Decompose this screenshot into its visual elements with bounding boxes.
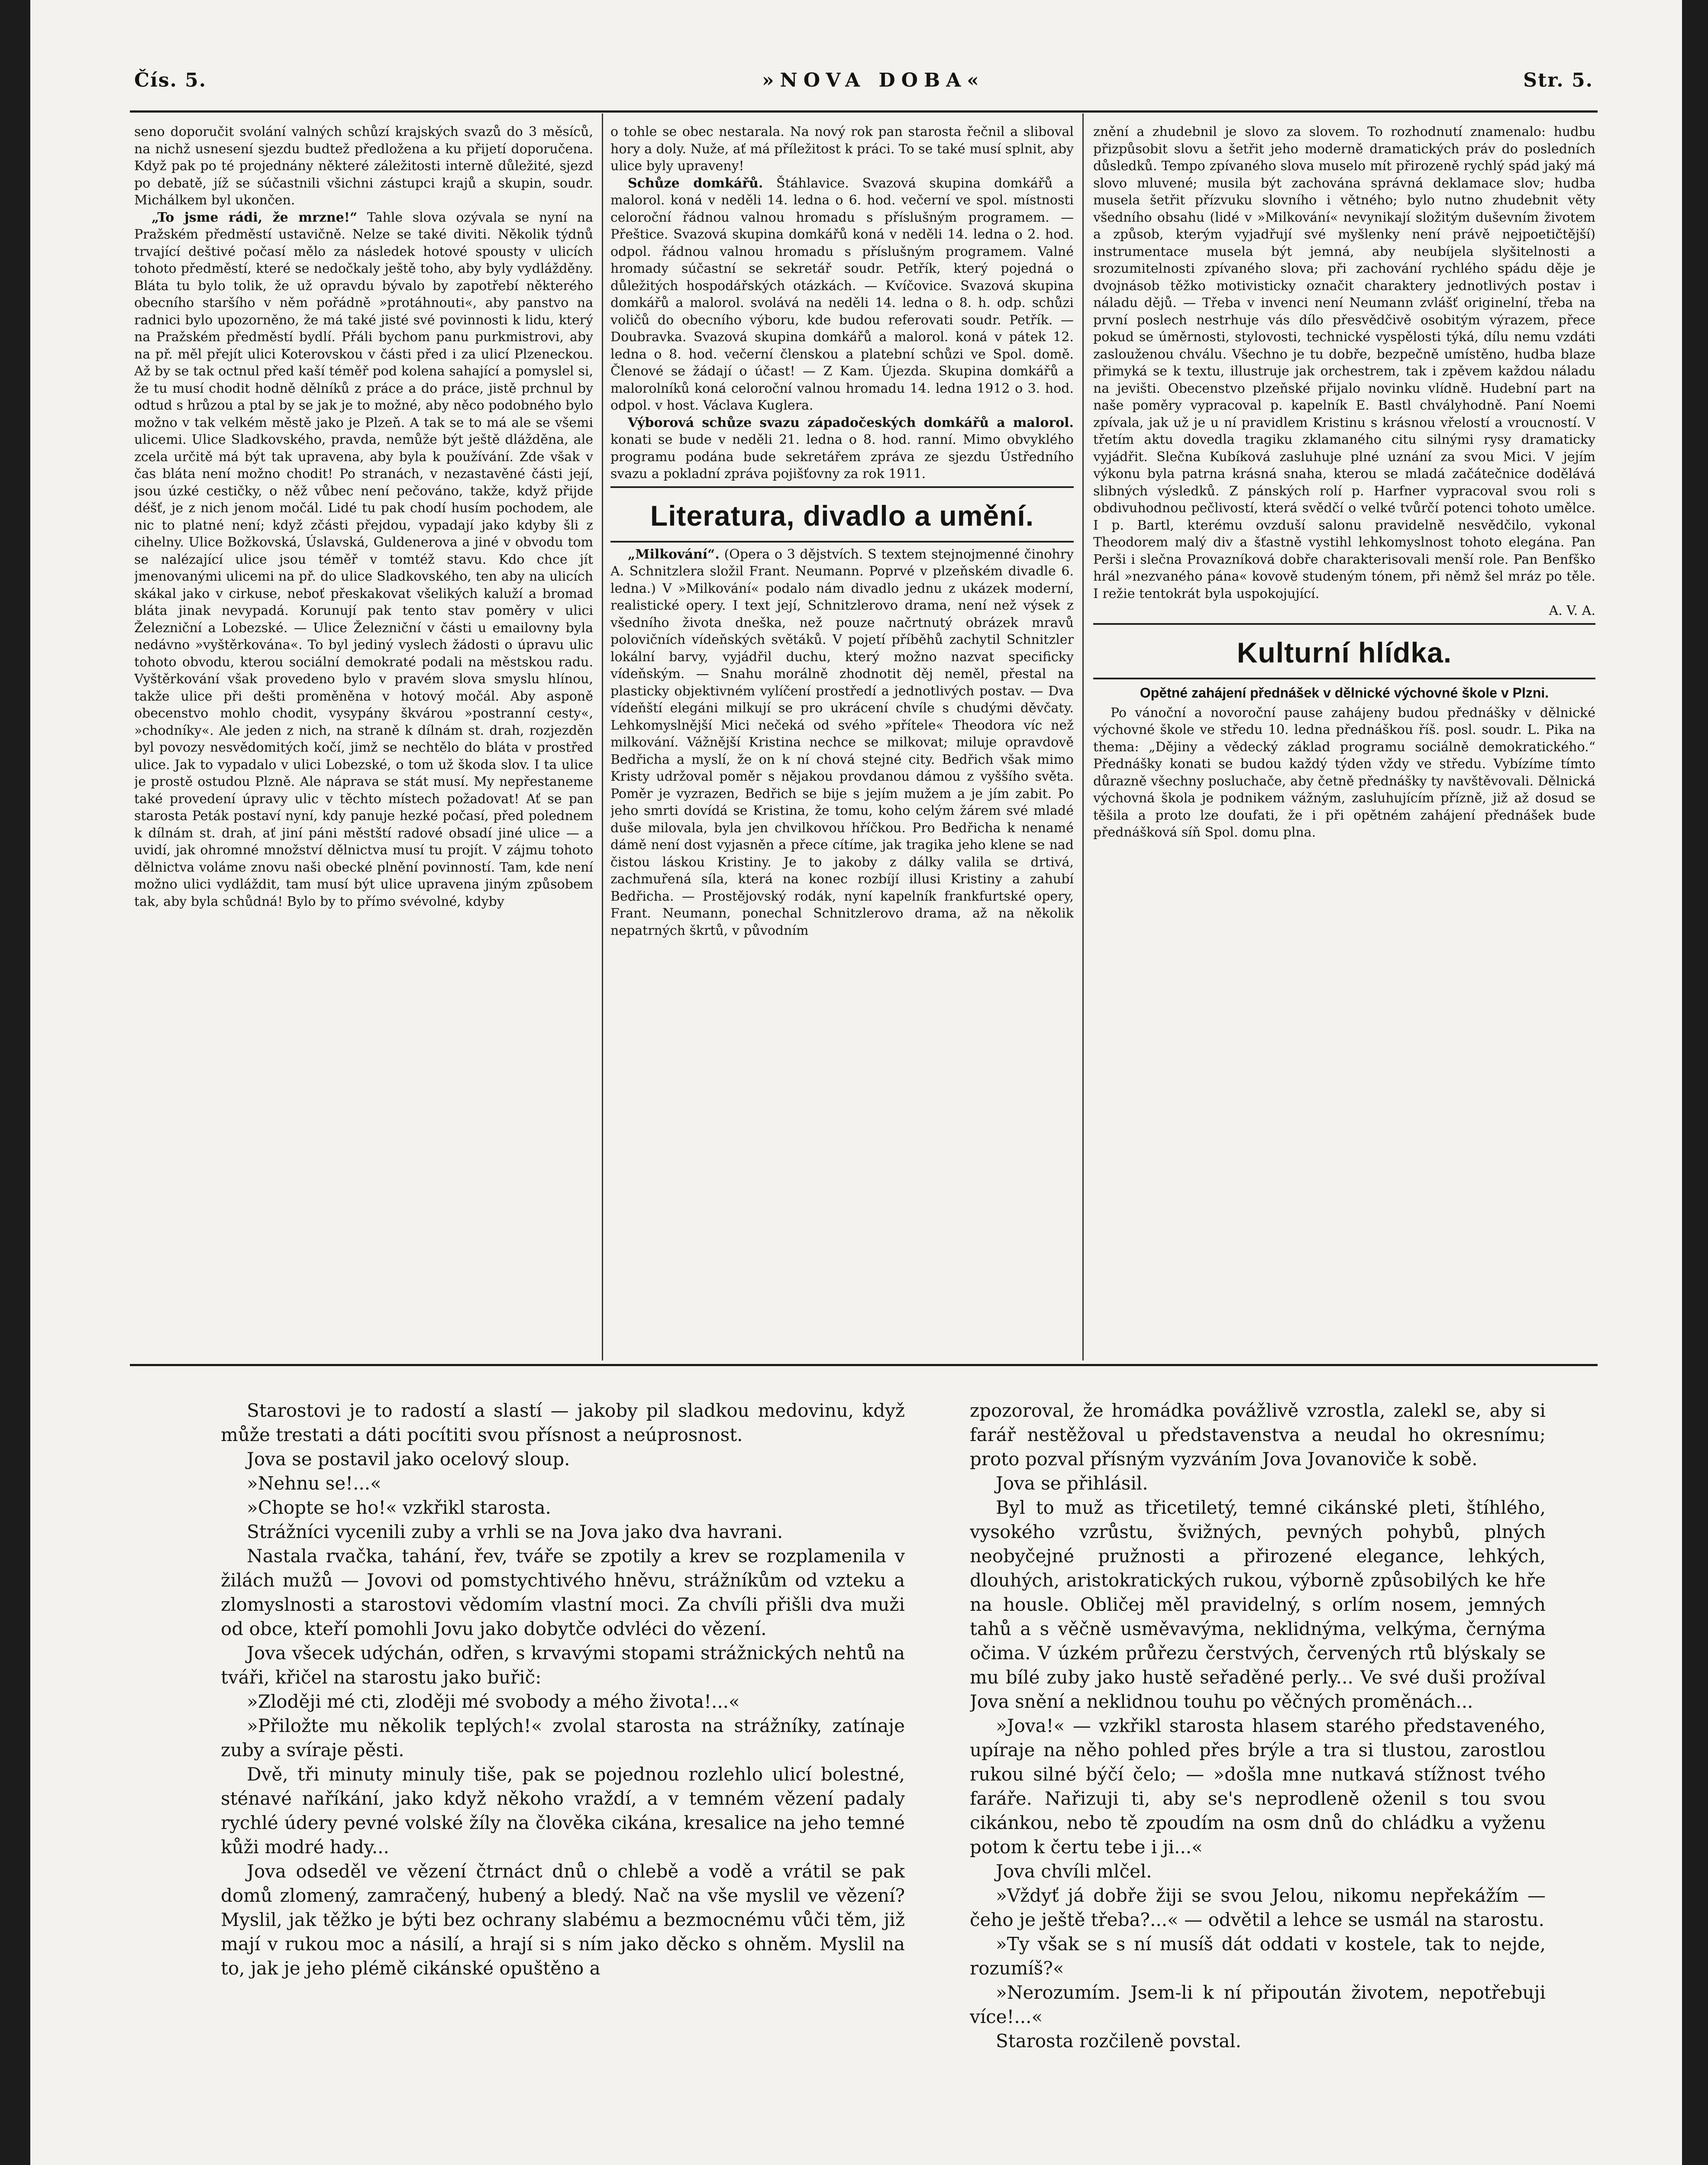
story-paragraph: Jova chvíli mlčel. bbox=[996, 1861, 1152, 1882]
story-paragraph: Dvě, tři minuty minuly tiše, pak se pojednou rozlehlo ulicí bolestné, sténavé naříkání, jako když někoho vraždí, a v temném vězení padaly rychlé údery pevné volské žíly na člověka cikána, kresalice na jeho temné kůži modré hady... bbox=[221, 1764, 905, 1858]
section-rule bbox=[1093, 678, 1595, 679]
section-rule bbox=[1093, 623, 1595, 625]
feuilleton-rule bbox=[130, 1364, 1598, 1366]
story-paragraph: Strážníci vycenili zuby a vrhli se na Jova jako dva havrani. bbox=[247, 1521, 783, 1542]
story-paragraph: »Přiložte mu několik teplých!« zvolal starosta na strážníky, zatínaje zuby a svíraje pěsti. bbox=[221, 1715, 905, 1761]
story-paragraph: Jova se postavil jako ocelový sloup. bbox=[247, 1448, 570, 1470]
article-text: Po vánoční a novoroční pause zahájeny budou přednášky v dělnické výchovné škole ve středu 10. ledna přednáškou říš. posl. soudr. L. Pika na thema: „Dějiny a vědecký základ programu sociálně demokratického.“ Přednášky konati se budou každý týden vždy ve středu. Vybízíme tímto důrazně všechny posluchače, aby četně přednášky ty navštěvovali. Dělnická výchovná škola je podnikem vážným, zasluhujícím přízně, již až dosud se těšila a proto lze doufati, že i při opětném zahájení přednášek bude přednášková síň Spol. domu plna. bbox=[1093, 705, 1595, 840]
issue-number: Čís. 5. bbox=[134, 69, 207, 91]
article-headline: Opětné zahájení přednášek v dělnické výchovné škole v Plzni. bbox=[1140, 685, 1549, 701]
article-headline: „To jsme rádi, že mrzne!“ bbox=[152, 210, 358, 225]
story-paragraph: »Chopte se ho!« vzkřikl starosta. bbox=[247, 1497, 551, 1518]
article-text: (Opera o 3 dějstvích. S textem stejnojmenné činohry A. Schnitzlera složil Frant. Neumann. Poprvé v plzeňském divadle 6. ledna.) V »Milkování« podalo nám divadlo jednu z ukázek moderní, realistické opery. I text její, Schnitzlerovo drama, není než výsek z všedního života dneška, než pouze načrtnutý obrázek mravů polovičních vídeňských světáků. V pojetí příběhů zachytil Schnitzler lokální barvy, vyjádřil duchu, který možno nazvat specificky vídeňským. — Snahu morálně zhodnotit děj neměl, přestal na plasticky objektivném vylíčení prostředí a jednotlivých postav. — Dva vídeňští elegáni milkují se pro ukrácení chvíle s chudými děvčaty. Lehkomyslnější Mici nečeká od svého »přítele« Theodora víc než milkování. Vážnější Kristina nechce se milkovat; miluje opravdově Bedřicha a myslí, že on k ní chová stejné city. Bedřich však mimo Kristy udržoval poměr s nějakou provdanou dámou z vyššího světa. Poměr je vyzrazen, Bedřich se bije s jejím mužem a je jím zabit. Po jeho smrti dovídá se Kristina, že tomu, koho celým žárem své mladé duše milovala, byla jen chvilkovou hříčkou. Pro Bedřicha k nenamé dámě není dost vyjasněn a přece cítíme, jak tragika jeho klene se nad čistou láskou Kristiny. Je to jakoby z dálky valila se drtivá, zachmuřená síla, která na konec rozbíjí illusi Kristiny a zahubí Bedřicha. — Prostějovský rodák, nyní kapelník frankfurtské opery, Frant. Neumann, ponechal Schnitzlerovo drama, až na několik nepatrných škrtů, v původním bbox=[610, 546, 1074, 938]
article-text: o tohle se obec nestarala. Na nový rok pan starosta řečnil a sliboval hory a doly. Nuže, ať má příležitost k práci. To se také musí splnit, aby ulice byly upraveny! bbox=[610, 124, 1074, 174]
story-paragraph: »Jova!« — vzkřikl starosta hlasem starého představeného, upíraje na něho pohled přes brýle a tra si tlustou, zarostlou rukou silné býčí čelo; — »došla mne nutkavá stížnost tvého faráře. Nařizuji ti, aby se's neprodleně oženil s tou svou cikánkou, nebo tě zpoudím na osm dnů do chládku a vyženu potom k čertu tebe i ji...« bbox=[970, 1715, 1546, 1858]
section-rule bbox=[610, 541, 1074, 543]
article-text: konati se bude v neděli 21. ledna o 8. hod. ranní. Mimo obvyklého programu podána bude sekretářem zpráva ze sjezdu Ústředního svazu a pokladní zpráva pojišťovny za rok 1911. bbox=[610, 432, 1074, 481]
serial-story-left bbox=[221, 1399, 905, 2165]
scan-border-right bbox=[1682, 0, 1708, 2165]
page-number: Str. 5. bbox=[1523, 69, 1593, 91]
article-text: znění a zhudebnil je slovo za slovem. To rozhodnutí znamenalo: hudbu přizpůsobit slovu a šetřit jeho moderně dramatických práv do posledních důsledků. Tempo zpívaného slova muselo mít přirozeně rychlý spád jaký má slovo mluvené; musila být zachována správná deklamace slov; hudba musela šetřit přízvuku slovního i větného; bylo nutno zhudebnit věty všedního obsahu (lidé v »Milkování« nevynikají složitým duševním životem a způsob, kterým vyjadřují své myšlenky není právě nejpoetičtější) instrumentace musela být jemná, aby neubíjela slyšitelnosti a srozumitelnosti zpívaného slova; při zachování rychlého spádu děje je dvojnásob těžko motivisticky označit charaktery jednotlivých postav i náladu dějů. — Třeba v invenci není Neumann zvlášť originelní, třeba na první poslech nestrhuje vás dílo přesvědčivě osobitým výrazem, přece pokud se úměrnosti, stylovosti, technické vyspělosti týká, dílu nemu vzdáti zaslouženou chválu. Všechno je tu dobře, bezpečně umístěno, hudba blaze přimyká se k textu, illustruje jak orchestrem, tak i zpěvem každou náladu na jevišti. Obecenstvo plzeňské přijalo novinku vlídně. Hudební part na naše poměry vypracoval p. kapelník E. Bastl chvályhodně. Paní Noemi zpívala, jak už je u ní pravidlem Kristinu s krásnou vřelostí a vroucností. V třetím aktu dovedla tragiku zklamaného citu silnými rysy dramaticky vyjádřit. Slečna Kubíková zasluhuje plné uznání za svou Mici. V jejím výkonu byla patrna krásná snaha, kterou se mladá začátečnice dodělává slibných výsledků. Z pánských rolí p. Harfner vypracoval svou roli s obdivuhodnou pečlivostí, která svědčí o velké tvůrčí potenci tohoto umělce. I p. Bartl, kterému ovzduší salonu pravidelně nesvědčilo, vykonal Theodorem malý div a šťastně vystihl lehkomyslnost tohoto elegána. Pan Perši i slečna Provazníková dobře charakterisovali menší role. Pan Benfško hrál »nezvaného pána« kovově studeným tónem, při němž šel mráz po těle. I režie tentokrát byla uspokojující. bbox=[1093, 124, 1595, 601]
header-rule bbox=[130, 110, 1598, 113]
column-3 bbox=[1093, 123, 1595, 1318]
column-2 bbox=[610, 123, 1074, 1318]
story-paragraph: zpozoroval, že hromádka povážlivě vzrostla, zalekl se, aby si farář nestěžoval u představenstva a neudal ho okresnímu; proto pozval přísným vyzváním Jova Jovanoviče k sobě. bbox=[970, 1400, 1546, 1470]
column-divider bbox=[1082, 113, 1084, 1360]
section-title: Literatura, divadlo a umění. bbox=[650, 499, 1034, 532]
section-title: Kulturní hlídka. bbox=[1237, 636, 1452, 669]
story-paragraph: Jova se přihlásil. bbox=[996, 1473, 1148, 1494]
story-paragraph: Byl to muž as třicetiletý, temné cikánské pleti, štíhlého, vysokého vzrůstu, švižných, pevných pohybů, plných neobyčejné pružnosti a přirozené elegance, lehkých, dlouhých, aristokratických rukou, výborně způsobilých ke hře na housle. Obličej měl pravidelný, s orlím nosem, jemných tahů a s věčně usměvavýma, neklidnýma, velkýma, černýma očima. V úzkém průřezu čerstvých, červených rtů blýskaly se mu bílé zuby jako hustě seřaděné perly... Ve své duši prožíval Jova snění a neklidnou touhu po věčných proměnách... bbox=[970, 1497, 1546, 1712]
serial-story-right bbox=[970, 1399, 1546, 2165]
article-headline: „Milkování“. bbox=[628, 546, 720, 562]
story-paragraph: »Nerozumím. Jsem-li k ní připoután životem, nepotřebuji více!...« bbox=[970, 1982, 1546, 2027]
article-text: seno doporučit svolání valných schůzí krajských svazů do 3 měsíců, na nichž usnesení sjezdu budtež předložena a ku přijetí doporučena. Když pak po té projednány některé záležitosti interně důležité, sjezd po debatě, jíž se súčastnili všichni zástupci krajů a skupin, soudr. Michálkem byl ukončen. bbox=[134, 124, 593, 208]
scan-border-left bbox=[0, 0, 30, 2165]
story-paragraph: »Vždyť já dobře žiji se svou Jelou, nikomu nepřekážím — čeho je ještě třeba?...« — odvětil a lehce se usmál na starostu. bbox=[970, 1885, 1546, 1930]
column-1 bbox=[134, 123, 593, 1318]
article-text: Štáhlavice. Svazová skupina domkářů a malorol. koná v neděli 14. ledna o 6. hod. večerní ve spol. místnosti celoroční řádnou valnou hromadu s příslušným programem. — Přeštice. Svazová skupina domkářů koná v neděli 14. ledna o 2. hod. odpol. řádnou valnou hromadu s příslušným programem. Valné hromady súčastní se sekretář soudr. Petřík, který pojedná o důležitých hospodářských otázkách. — Kvíčovice. Svazová skupina domkářů a malorol. svolává na neděli 14. ledna o 8. h. odp. schůzi voličů do obecního výboru, kde budou referovati soudr. Petřík. — Doubravka. Svazová skupina domkářů a malorol. koná v pátek 12. ledna o 8. hod. večerní členskou a platební schůzi ve Spol. domě. Členové se žádají o účast! — Z Kam. Újezda. Skupina domkářů a malorolníků koná celoroční valnou hromadu 14. ledna 1912 o 3. hod. odpol. v host. Václava Kuglera. bbox=[610, 175, 1074, 413]
story-paragraph: Starostovi je to radostí a slastí — jakoby pil sladkou medovinu, když může trestati a dáti pocítiti svou přísnost a neúprosnost. bbox=[221, 1400, 905, 1445]
story-paragraph: »Nehnu se!...« bbox=[247, 1473, 381, 1494]
story-paragraph: Jova odseděl ve vězení čtrnáct dnů o chlebě a vodě a vrátil se pak domů zlomený, zamračený, hubený a bledý. Nač na vše myslil ve vězení? Myslil, jak těžko je býti bez ochrany slabému a bezmocnému vůči těm, již mají v rukou moc a násilí, a hrají si s ním jako děcko s ohněm. Myslil na to, jak je jeho plémě cikánské opuštěno a bbox=[221, 1861, 905, 1979]
story-paragraph: Starosta rozčileně povstal. bbox=[996, 2030, 1242, 2052]
column-divider bbox=[602, 113, 603, 1360]
article-signature: A. V. A. bbox=[1549, 603, 1595, 618]
section-rule bbox=[610, 486, 1074, 488]
page-header bbox=[134, 69, 1593, 108]
article-headline: Schůze domkářů. bbox=[628, 175, 763, 191]
story-paragraph: Nastala rvačka, tahání, řev, tváře se zpotily a krev se rozplamenila v žilách mužů — Jovovi od pomstychtivého hněvu, strážníkům od vzteku a zlomyslnosti a starostovi vědomím vlastní moci. Za chvíli přišli dva muži od obce, kteří pomohli Jovu jako dobytče odvléci do vězení. bbox=[221, 1545, 905, 1639]
article-text: Tahle slova ozývala se nyní na Pražském předměstí ustavičně. Nelze se také diviti. Několik týdnů trvající deštivé počasí mělo za následek hotové spousty v ulicích tohoto předměstí, které se nedočkaly ještě toho, aby byly vydlážděny. Bláta tu bylo tolik, že už opravdu bývalo by zapotřebí některého obecního staršího v něm pořádně »protáhnouti«, aby panstvo na radnici bylo upozorněno, že má také jisté své povinnosti k lidu, který na Pražském předměstí bydlí. Přáli bychom panu purkmistrovi, aby na př. měl přejít ulici Koterovskou v části před i za ulicí Plzeneckou. Až by se tak octnul před kaší téměř pod kolena sahající a pomyslel si, že tu musí chodit hodně dělníků z práce a do práce, jistě prchnul by odtud s hrůzou a ptal by se jak je to možné, aby něco podobného bylo možno v tak velkém městě jako je Plzeň. A tak se to má ale se všemi ulicemi. Ulice Sladkovského, pravda, nemůže být ještě dlážděna, ale zcela určitě má být tak upravena, aby byla k používání. Zde však v čas bláta není možno chodit! Po stranách, v nezastavěné části její, jsou úzké cestičky, o něž vůbec není pečováno, takže, když přijde déšť, je z nich jenom močál. Lidé tu pak chodí husím pochodem, ale nic to platné není; když zčásti přejdou, vypadají jako kdyby šli z cihelny. Ulice Božkovská, Úslavská, Guldenerova a jiné v obvodu tom se nalézající ulice jsou téměř v tomtéž stavu. Kdo chce jít jmenovanými ulicemi na př. do ulice Sladkovského, ten aby na ulicích skákal jako v cirkuse, neboť přeskakovat všelikých kaluží a bromad bláta jinak nevypadá. Korunují pak tento stav poměry v ulici Železniční a Lobezské. — Ulice Železniční v části u emailovny byla nedávno »vyštěrkována«. To byl jediný vyslech žádosti o úpravu ulic tohoto obvodu, kterou sociální demokraté podali na městskou radu. Vyštěrkování však provedeno bylo v pravém slova smyslu hlínou, takže ulice při dešti proměněna v hotový močál. Aby asponě obecenstvo mohlo chodit, vysypány škvárou »postranní cesty«, »chodníky«. Ale jeden z nich, na straně k dílnám st. drah, rozjezděn byl povozy nesvědomitých kočí, jimž se nechtělo do bláta v prostřed ulice. Jak to vypadalo v ulici Lobezské, o tom už škoda slov. I ta ulice je prostě ostudou Plzně. Ale náprava se stát musí. My nepřestaneme také provedení úpravy ulic v těchto místech požadovat! Ať se pan starosta Peták postaví nyní, kdy panuje hezké počasí, před polednem k dílnám st. drah, ať jiní páni městští radové obsadí jiné ulice — a uvidí, jak ohromné množství dělnictva musí tu projít. V zájmu tohoto dělnictva voláme znovu naši obecké plnění povinností. Tam, kde není možno ulici vydláždit, tam musí být ulice upravena jiným způsobem tak, aby byla schůdná! Bylo by to přímo svévolné, kdyby bbox=[134, 210, 593, 909]
article-headline: Výborová schůze svazu západočeských domkářů a malorol. bbox=[628, 415, 1074, 430]
masthead-title: »NOVA DOBA« bbox=[762, 69, 985, 91]
story-paragraph: »Zloději mé cti, zloději mé svobody a mého života!...« bbox=[247, 1691, 740, 1712]
story-paragraph: »Ty však se s ní musíš dát oddati v kostele, tak to nejde, rozumíš?« bbox=[970, 1933, 1546, 1979]
story-paragraph: Jova všecek udýchán, odřen, s krvavými stopami strážnických nehtů na tváři, křičel na starostu jako buřič: bbox=[221, 1642, 905, 1688]
